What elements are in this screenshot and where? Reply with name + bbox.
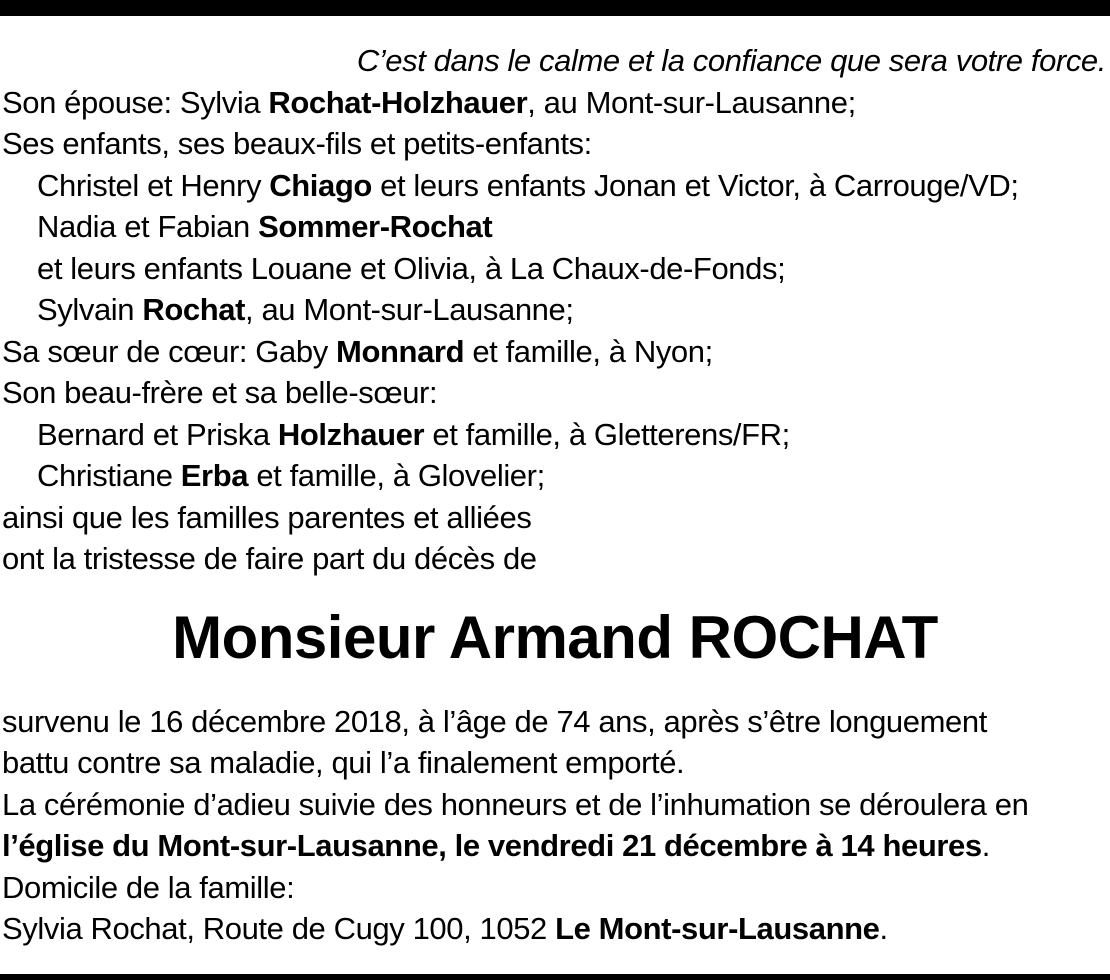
inlaw-line-2	[2, 455, 1108, 497]
ceremony-location: l’église du Mont-sur-Lausanne, le vendredi 21 décembre à 14 heures	[2, 828, 982, 863]
domicile-heading: Domicile de la famille:	[2, 869, 295, 905]
inlaws-heading: Son beau-frère et sa belle-sœur:	[2, 375, 438, 410]
sister-line	[2, 331, 1108, 373]
inlaw-line-1	[2, 414, 1108, 456]
closing-line-2: ont la tristesse de faire part du décès de	[2, 541, 537, 576]
sister-name: Monnard	[336, 333, 465, 369]
child-line-2b: et leurs enfants Louane et Olivia, à La Chaux-de-Fonds;	[37, 250, 786, 286]
sister-suffix: et famille, à Nyon;	[464, 333, 713, 369]
address-town: Le Mont-sur-Lausanne	[555, 911, 880, 946]
details-line-4	[2, 825, 1108, 867]
sister-prefix: Sa sœur de cœur: Gaby	[2, 333, 337, 369]
inlaw1-name: Holzhauer	[277, 416, 425, 452]
motto-quote: C’est dans le calme et la confiance que sera votre force.	[356, 43, 1106, 78]
child1-prefix: Christel et Henry	[37, 167, 270, 203]
top-border-rule	[0, 0, 1110, 16]
ceremony-period: .	[981, 828, 990, 863]
spouse-name: Rochat-Holzhauer	[268, 84, 528, 120]
address-period: .	[879, 911, 888, 946]
child2-name: Sommer-Rochat	[258, 209, 493, 244]
deceased-name-heading: Monsieur Armand ROCHAT	[172, 603, 938, 671]
spouse-line	[2, 82, 1108, 124]
closing-line-1: ainsi que les familles parentes et alliées	[2, 499, 532, 535]
spouse-suffix: , au Mont-sur-Lausanne;	[527, 84, 856, 120]
inlaw2-name: Erba	[180, 458, 249, 493]
details-line-3: La cérémonie d’adieu suivie des honneurs et de l’inhumation se déroulera en	[2, 786, 1029, 822]
spouse-prefix: Son épouse: Sylvia	[2, 84, 269, 120]
child1-suffix: et leurs enfants Jonan et Victor, à Carrouge/VD;	[371, 167, 1019, 203]
bottom-border-rule	[0, 974, 1110, 980]
inlaw2-suffix: et famille, à Glovelier;	[248, 458, 545, 493]
inlaw2-prefix: Christiane	[37, 458, 181, 493]
child2-prefix: Nadia et Fabian	[37, 209, 259, 244]
child1-name: Chiago	[269, 167, 372, 203]
child3-name: Rochat	[142, 292, 246, 327]
children-heading: Ses enfants, ses beaux-fils et petits-enfants:	[2, 126, 592, 161]
child3-prefix: Sylvain	[37, 292, 143, 327]
obituary-notice	[2, 40, 1108, 950]
child3-suffix: , au Mont-sur-Lausanne;	[245, 292, 574, 327]
inlaw1-suffix: et famille, à Gletterens/FR;	[424, 416, 790, 452]
inlaw1-prefix: Bernard et Priska	[37, 416, 278, 452]
child-line-3	[2, 289, 1108, 331]
address-line	[2, 908, 1108, 950]
details-line-2: battu contre sa maladie, qui l’a finalement emporté.	[2, 745, 685, 780]
address-prefix: Sylvia Rochat, Route de Cugy 100, 1052	[2, 911, 556, 946]
child-line-2	[2, 206, 1108, 248]
child-line-1	[2, 165, 1108, 207]
details-line-1: survenu le 16 décembre 2018, à l’âge de 74 ans, après s’être longuement	[2, 703, 987, 739]
